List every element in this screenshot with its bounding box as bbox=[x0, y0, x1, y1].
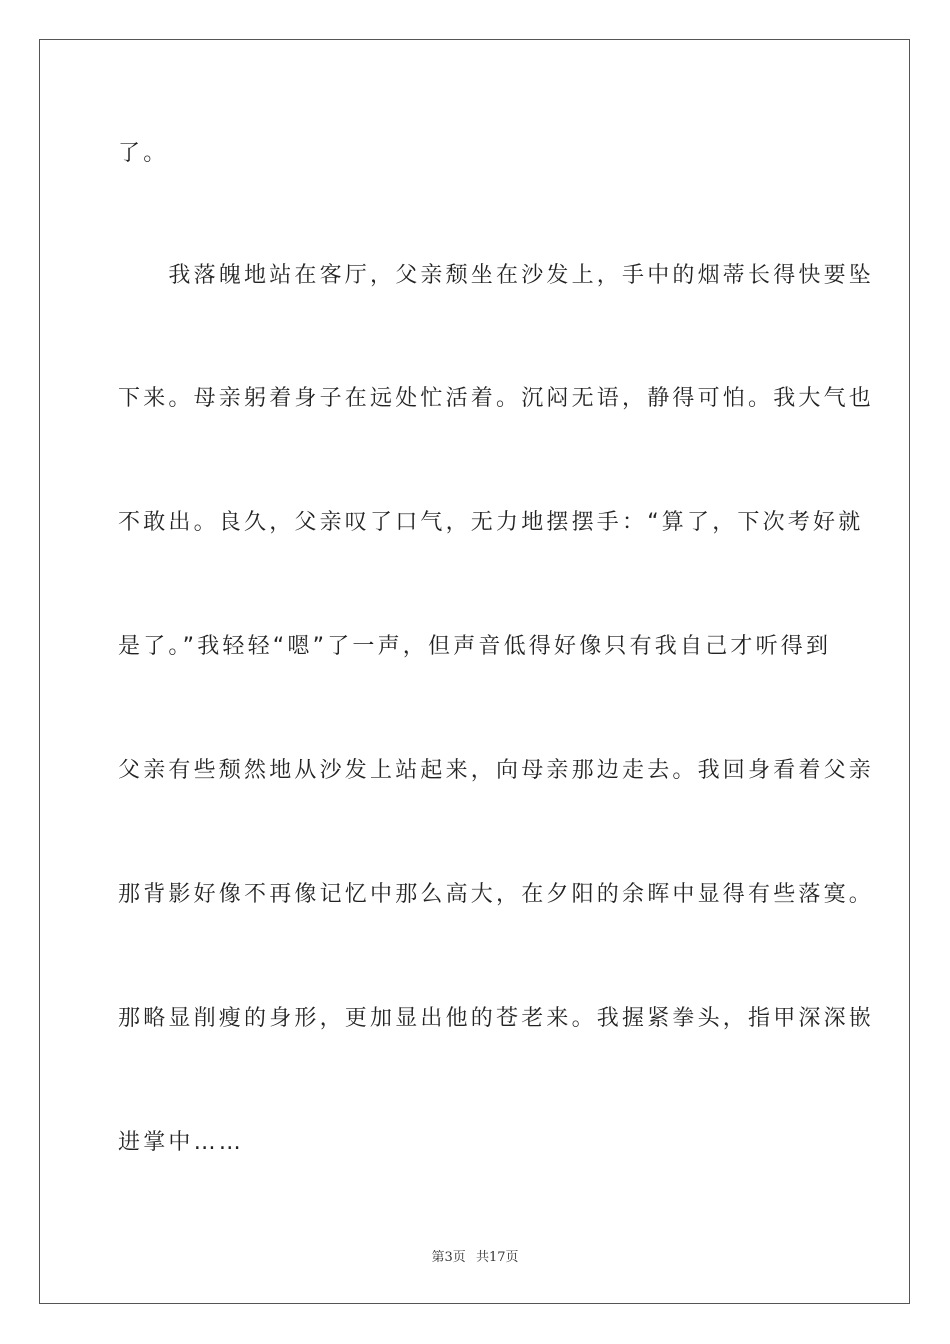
text-line-3: 下来。母亲躬着身子在远处忙活着。沉闷无语，静得可怕。我大气也 bbox=[118, 386, 875, 411]
text-line-1: 了。 bbox=[118, 141, 169, 166]
text-line-2: 我落魄地站在客厅，父亲颓坐在沙发上，手中的烟蒂长得快要坠 bbox=[118, 263, 875, 288]
page-border bbox=[39, 39, 910, 1304]
page-total: 共17页 bbox=[475, 1250, 519, 1265]
text-line-8: 那略显削瘦的身形，更加显出他的苍老来。我握紧拳头，指甲深深嵌 bbox=[118, 1006, 875, 1031]
text-line-9: 进掌中…… bbox=[118, 1130, 245, 1155]
text-line-5: 是了。”我轻轻“嗯”了一声，但声音低得好像只有我自己才听得到 bbox=[118, 634, 832, 659]
text-line-4: 不敢出。良久，父亲叹了口气，无力地摆摆手：“算了，下次考好就 bbox=[118, 510, 864, 535]
page-footer bbox=[0, 1246, 950, 1265]
text-line-7: 那背影好像不再像记忆中那么高大，在夕阳的余晖中显得有些落寞。 bbox=[118, 882, 875, 907]
page-number: 第3页 bbox=[431, 1250, 466, 1265]
text-line-6: 父亲有些颓然地从沙发上站起来，向母亲那边走去。我回身看着父亲 bbox=[118, 758, 875, 783]
